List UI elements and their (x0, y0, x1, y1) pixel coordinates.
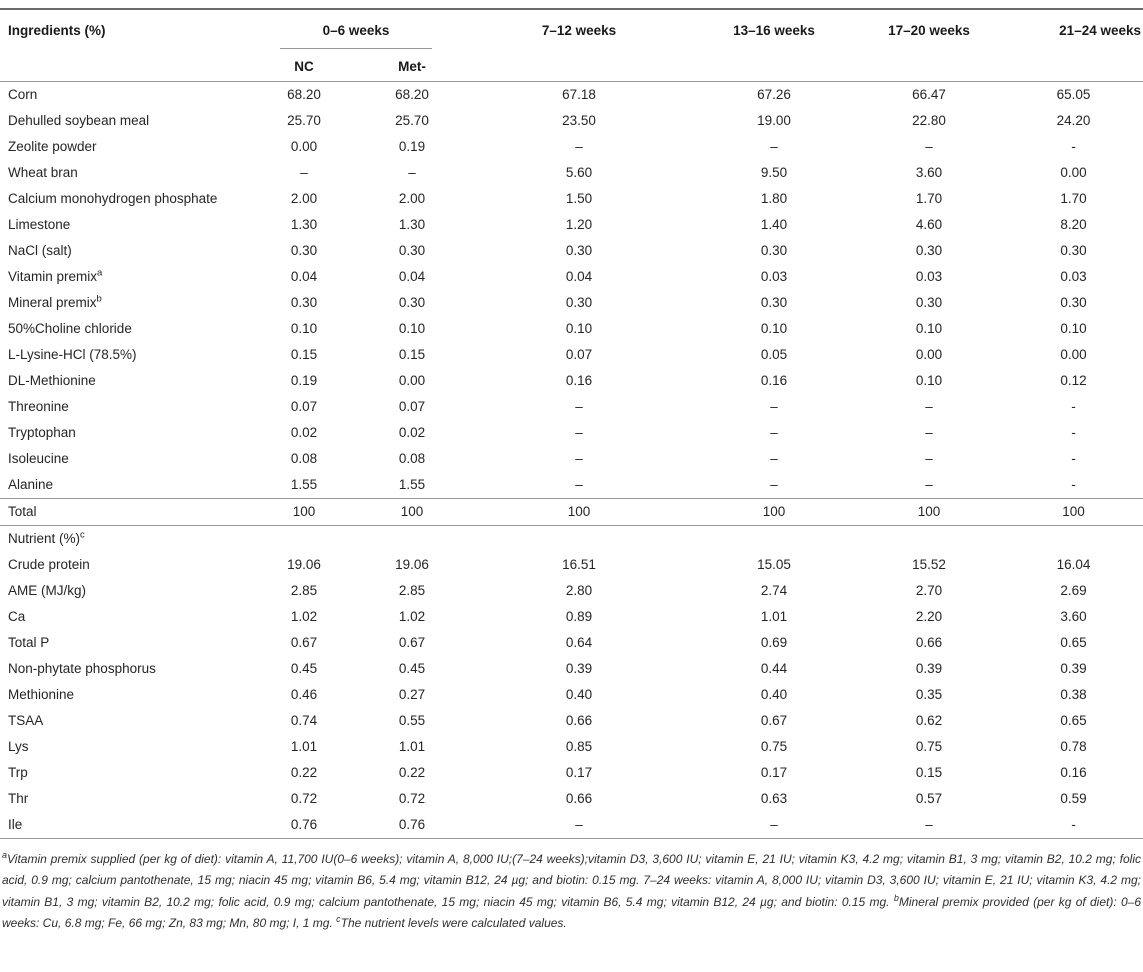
value-cell: 0.30 (398, 295, 426, 310)
value-cell: 0.08 (290, 451, 318, 466)
value-cell: 0.22 (290, 765, 318, 780)
value-cell: 100 (1004, 498, 1143, 525)
value-cell: 2.85 (290, 583, 318, 598)
value-cell: 0.30 (915, 243, 943, 258)
value-cell: 0.17 (760, 765, 788, 780)
row-label: Calcium monohydrogen phosphate (8, 191, 218, 206)
row-label: Wheat bran (8, 165, 78, 180)
subcolumn-header-met: Met- (360, 49, 464, 81)
value-cell: 0.69 (760, 635, 788, 650)
value-cell: 1.30 (398, 217, 426, 232)
table-row (0, 656, 1143, 682)
value-cell: 0.04 (290, 269, 318, 284)
value-cell: 22.80 (912, 113, 946, 128)
value-cell: 0.19 (290, 373, 318, 388)
value-cell: - (1071, 477, 1076, 492)
value-cell: 0.63 (760, 791, 788, 806)
value-cell: 0.76 (248, 812, 360, 839)
table-body (0, 81, 1143, 838)
value-cell: 2.74 (760, 583, 788, 598)
row-label: L-Lysine-HCl (78.5%) (8, 347, 137, 362)
row-label: Crude protein (8, 557, 90, 572)
row-label: Total P (8, 635, 50, 650)
value-cell: 0.64 (565, 635, 593, 650)
value-cell: 5.60 (565, 165, 593, 180)
value-cell: 0.00 (290, 139, 318, 154)
value-cell: 3.60 (1060, 609, 1087, 624)
value-cell: 100 (464, 498, 694, 525)
value-cell: 67.18 (562, 87, 596, 102)
value-cell: 100 (248, 498, 360, 525)
value-cell: 0.89 (565, 609, 593, 624)
table-row (0, 734, 1143, 760)
value-cell: 0.59 (1060, 791, 1087, 806)
value-cell: – (925, 477, 933, 492)
table-row (0, 134, 1143, 160)
value-cell: 0.57 (915, 791, 943, 806)
footnote-marker-c: c (80, 529, 85, 541)
value-cell: 0.38 (1060, 687, 1087, 702)
value-cell: – (575, 425, 583, 440)
value-cell: 0.03 (760, 269, 788, 284)
value-cell: 0.78 (1060, 739, 1087, 754)
value-cell: 100 (360, 498, 464, 525)
value-cell: 0.00 (1060, 347, 1087, 362)
value-cell: 0.67 (398, 635, 426, 650)
table-row (0, 786, 1143, 812)
value-cell: 19.06 (287, 557, 321, 572)
column-header-ingredients: Ingredients (%) (0, 9, 248, 81)
value-cell: 1.70 (1060, 191, 1087, 206)
row-label: Limestone (8, 217, 71, 232)
value-cell: 0.07 (290, 399, 318, 414)
value-cell: - (1004, 812, 1143, 839)
column-header-21-24-weeks: 21–24 weeks (1004, 9, 1143, 81)
value-cell: 16.04 (1056, 557, 1091, 572)
table-row (0, 812, 1143, 839)
row-label: Nutrient (%)$^c$ (8, 529, 85, 546)
table-row (0, 394, 1143, 420)
value-cell: 0.74 (290, 713, 318, 728)
value-cell: 0.19 (398, 139, 426, 154)
value-cell: - (1071, 399, 1076, 414)
value-cell: 0.45 (290, 661, 318, 676)
value-cell: 100 (854, 498, 1004, 525)
table-row (0, 446, 1143, 472)
value-cell: 0.30 (290, 243, 318, 258)
value-cell: 0.75 (915, 739, 943, 754)
value-cell: 0.44 (760, 661, 788, 676)
value-cell: 0.46 (290, 687, 318, 702)
value-cell: 1.30 (290, 217, 318, 232)
value-cell: 68.20 (287, 87, 321, 102)
value-cell: 0.45 (398, 661, 426, 676)
table-footnote: $^a$Vitamin premix supplied (per kg of diet): vitamin A, 11,700 IU(0–6 weeks); vitamin A, 8,000 IU;(7–24 weeks);vitamin D3, 3,600 IU; vitamin E, 21 IU; vitamin K3, 4.2 mg; vitamin B1, 3 mg; vitamin B2, 10.2 mg; folic acid, 0.9 mg; calcium pantothenate, 15 mg; niacin 45 mg; vitamin B6, 5.4 mg; vitamin B12, 24 µg; and biotin: 0.15 mg. 7–24 weeks: vitamin A, 8,000 IU; vitamin D3, 3,600 IU; vitamin E, 21 IU; vitamin K3, 4.2 mg; vitamin B1, 3 mg; vitamin B2, 10.2 mg; folic acid, 0.9 mg; calcium pantothenate, 15 mg; niacin 45 mg; vitamin B6, 5.4 mg; vitamin B12, 24 µg; and biotin: 0.15 mg. $^b$Mineral premix provided (per kg of diet): 0–6 weeks: Cu, 6.8 mg; Fe, 66 mg; Zn, 83 mg; Mn, 80 mg; I, 1 mg. $^c$The nutrient levels were calculated values. (2, 849, 1141, 930)
value-cell: – (464, 812, 694, 839)
table-row (0, 160, 1143, 186)
value-cell: 0.16 (1060, 765, 1087, 780)
value-cell: 0.03 (1060, 269, 1087, 284)
table-header (0, 9, 1143, 81)
value-cell: 0.65 (1060, 635, 1087, 650)
value-cell: – (770, 451, 778, 466)
table-row (0, 238, 1143, 264)
column-group-label: 0–6 weeks (280, 10, 432, 49)
value-cell: 25.70 (287, 113, 321, 128)
value-cell: 4.60 (915, 217, 943, 232)
value-cell: 0.30 (760, 295, 788, 310)
value-cell: 0.39 (915, 661, 943, 676)
row-label: Zeolite powder (8, 139, 97, 154)
value-cell: 1.80 (760, 191, 788, 206)
value-cell: – (854, 812, 1004, 839)
value-cell: 2.00 (398, 191, 426, 206)
table-row (0, 760, 1143, 786)
value-cell: 0.66 (565, 713, 593, 728)
row-label: Non-phytate phosphorus (8, 661, 156, 676)
table-row (0, 368, 1143, 394)
row-label: TSAA (8, 713, 44, 728)
value-cell: 1.55 (290, 477, 318, 492)
value-cell: 19.06 (395, 557, 429, 572)
value-cell: 0.85 (565, 739, 593, 754)
row-label: Lys (8, 739, 29, 754)
value-cell: 0.66 (565, 791, 593, 806)
row-label: Methionine (8, 687, 75, 702)
footnote-marker-b: b (96, 293, 102, 305)
value-cell: 2.00 (290, 191, 318, 206)
value-cell: – (408, 165, 416, 180)
value-cell: 0.07 (565, 347, 593, 362)
value-cell: 2.70 (915, 583, 943, 598)
row-label: Tryptophan (8, 425, 76, 440)
row-label: Total (0, 498, 248, 525)
value-cell: 25.70 (395, 113, 429, 128)
value-cell: – (575, 477, 583, 492)
value-cell: 2.85 (398, 583, 426, 598)
value-cell: 0.67 (760, 713, 788, 728)
table-row (0, 290, 1143, 316)
value-cell: – (925, 139, 933, 154)
value-cell: – (770, 399, 778, 414)
value-cell: - (1071, 425, 1076, 440)
column-group-0-6-weeks (248, 9, 464, 49)
value-cell: 0.22 (398, 765, 426, 780)
row-label: Thr (8, 791, 29, 806)
value-cell: 16.51 (562, 557, 596, 572)
value-cell: 1.40 (760, 217, 788, 232)
value-cell: 0.15 (398, 347, 426, 362)
row-label: NaCl (salt) (8, 243, 72, 258)
table-row (0, 81, 1143, 108)
value-cell: 1.02 (398, 609, 426, 624)
value-cell: 0.15 (915, 765, 943, 780)
value-cell: 23.50 (562, 113, 596, 128)
row-label: DL-Methionine (8, 373, 96, 388)
value-cell: 65.05 (1056, 87, 1091, 102)
value-cell: – (300, 165, 308, 180)
value-cell: 0.39 (565, 661, 593, 676)
value-cell: 0.39 (1060, 661, 1087, 676)
table-row (0, 578, 1143, 604)
row-label: Ile (0, 812, 248, 839)
table-row (0, 420, 1143, 446)
value-cell: 24.20 (1056, 113, 1091, 128)
value-cell: - (1071, 139, 1076, 154)
value-cell: 0.30 (760, 243, 788, 258)
value-cell: 0.00 (398, 373, 426, 388)
value-cell: – (770, 425, 778, 440)
value-cell: 1.01 (398, 739, 426, 754)
footnote-marker-a: a (97, 267, 103, 279)
value-cell: 0.16 (565, 373, 593, 388)
value-cell: 15.05 (757, 557, 791, 572)
footnote-marker-b: b (893, 892, 899, 903)
value-cell: 0.15 (290, 347, 318, 362)
footnote-marker-c: c (336, 914, 341, 924)
value-cell: 0.55 (398, 713, 426, 728)
column-header-13-16-weeks: 13–16 weeks (694, 9, 854, 81)
value-cell: 0.72 (398, 791, 426, 806)
value-cell: 0.62 (915, 713, 943, 728)
value-cell: 8.20 (1060, 217, 1087, 232)
value-cell: 3.60 (915, 165, 943, 180)
value-cell: 0.10 (915, 373, 943, 388)
value-cell: 0.30 (915, 295, 943, 310)
value-cell: 0.03 (915, 269, 943, 284)
row-label: Alanine (8, 477, 54, 492)
value-cell: 100 (694, 498, 854, 525)
value-cell: – (925, 425, 933, 440)
row-label: Vitamin premix$^a$ (8, 267, 103, 284)
value-cell: 0.10 (915, 321, 943, 336)
footnote-marker-a: a (2, 849, 8, 860)
value-cell: – (694, 812, 854, 839)
value-cell: 0.65 (1060, 713, 1087, 728)
table-row (0, 186, 1143, 212)
value-cell: - (1071, 451, 1076, 466)
value-cell: 0.40 (760, 687, 788, 702)
value-cell: 0.30 (565, 295, 593, 310)
table-row (0, 682, 1143, 708)
value-cell: 1.01 (290, 739, 318, 754)
value-cell: 0.10 (760, 321, 788, 336)
value-cell: 66.47 (912, 87, 946, 102)
value-cell: 0.17 (565, 765, 593, 780)
value-cell: – (575, 399, 583, 414)
table-row (0, 604, 1143, 630)
table-row (0, 708, 1143, 734)
row-label: Isoleucine (8, 451, 69, 466)
table-row (0, 552, 1143, 578)
value-cell: 68.20 (395, 87, 429, 102)
value-cell: 2.80 (565, 583, 593, 598)
value-cell: 0.30 (1060, 243, 1087, 258)
value-cell: 9.50 (760, 165, 788, 180)
value-cell: 0.67 (290, 635, 318, 650)
table-row (0, 342, 1143, 368)
row-label: 50%Choline chloride (8, 321, 132, 336)
value-cell: 1.50 (565, 191, 593, 206)
row-label: Mineral premix$^b$ (8, 293, 102, 310)
row-label: Dehulled soybean meal (8, 113, 150, 128)
value-cell: 1.70 (915, 191, 943, 206)
row-label: Corn (8, 87, 38, 102)
column-header-17-20-weeks: 17–20 weeks (854, 9, 1004, 81)
value-cell: 0.10 (1060, 321, 1087, 336)
subcolumn-header-nc: NC (248, 49, 360, 81)
table-row (0, 316, 1143, 342)
value-cell: 0.30 (565, 243, 593, 258)
value-cell: 1.55 (398, 477, 426, 492)
value-cell: 0.12 (1060, 373, 1087, 388)
value-cell: 0.07 (398, 399, 426, 414)
value-cell: 0.30 (1060, 295, 1087, 310)
value-cell: 0.05 (760, 347, 788, 362)
value-cell: 1.20 (565, 217, 593, 232)
value-cell: 0.00 (915, 347, 943, 362)
value-cell: – (925, 399, 933, 414)
value-cell: 0.00 (1060, 165, 1087, 180)
value-cell: 15.52 (912, 557, 946, 572)
value-cell: – (575, 451, 583, 466)
value-cell: 1.01 (760, 609, 788, 624)
diet-composition-table (0, 8, 1143, 839)
row-label: Trp (8, 765, 28, 780)
value-cell: 0.08 (398, 451, 426, 466)
row-label: Ca (8, 609, 26, 624)
table-row (0, 630, 1143, 656)
value-cell: – (770, 139, 778, 154)
value-cell: 0.02 (290, 425, 318, 440)
value-cell: 0.27 (398, 687, 426, 702)
column-header-7-12-weeks: 7–12 weeks (464, 9, 694, 81)
value-cell: 2.20 (915, 609, 943, 624)
value-cell: 0.35 (915, 687, 943, 702)
table-row (0, 212, 1143, 238)
row-label: Threonine (8, 399, 69, 414)
value-cell: 0.10 (565, 321, 593, 336)
table-row (0, 264, 1143, 290)
value-cell: 0.72 (290, 791, 318, 806)
value-cell: 0.04 (398, 269, 426, 284)
value-cell: 0.16 (760, 373, 788, 388)
value-cell: 0.10 (290, 321, 318, 336)
value-cell: – (925, 451, 933, 466)
value-cell: 0.30 (398, 243, 426, 258)
value-cell: 0.10 (398, 321, 426, 336)
value-cell: 67.26 (757, 87, 791, 102)
value-cell: 2.69 (1060, 583, 1087, 598)
value-cell: 0.66 (915, 635, 943, 650)
section-header-row (0, 525, 1143, 552)
row-label: AME (MJ/kg) (8, 583, 87, 598)
value-cell: – (770, 477, 778, 492)
value-cell: 1.02 (290, 609, 318, 624)
table-row (0, 108, 1143, 134)
value-cell: 0.02 (398, 425, 426, 440)
value-cell: 0.75 (760, 739, 788, 754)
value-cell: 19.00 (757, 113, 791, 128)
value-cell: – (575, 139, 583, 154)
value-cell: 0.40 (565, 687, 593, 702)
value-cell: 0.30 (290, 295, 318, 310)
table-row (0, 472, 1143, 499)
value-cell: 0.76 (360, 812, 464, 839)
total-row (0, 498, 1143, 525)
value-cell: 0.04 (565, 269, 593, 284)
